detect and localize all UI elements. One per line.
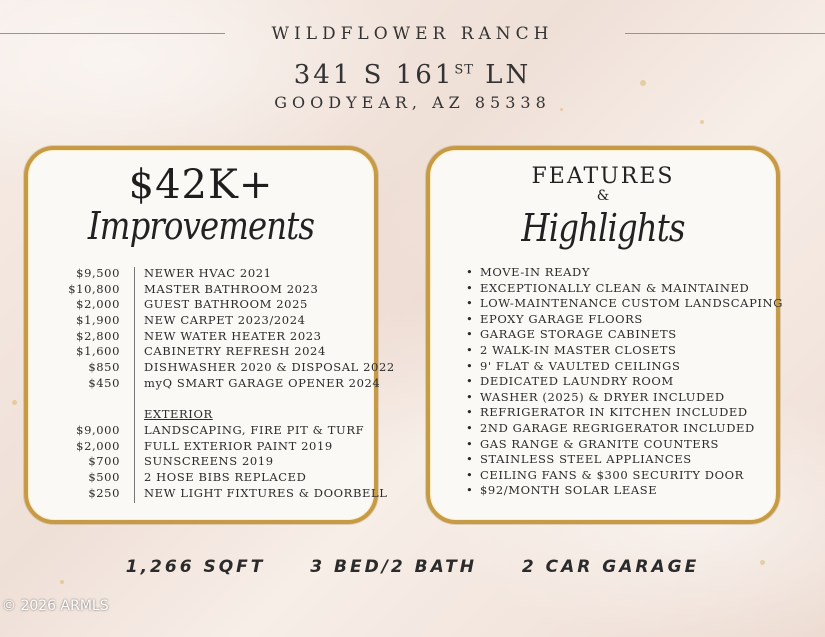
list-item [466, 343, 783, 359]
list-item [466, 468, 783, 484]
copyright-watermark: © 2026 ARMLS [2, 598, 109, 614]
features-list [466, 265, 783, 499]
item-description: myQ SMART GARAGE OPENER 2024 [144, 375, 381, 390]
list-item [466, 405, 783, 421]
item-amount: $1,600 [76, 344, 120, 359]
city-line: GOODYEAR, AZ 85338 [274, 93, 551, 112]
bullet-icon: • [466, 358, 474, 373]
street-address [0, 60, 825, 90]
item-description: NEW LIGHT FIXTURES & DOORBELL [144, 485, 388, 500]
item-amount: $250 [88, 485, 120, 500]
feature-text: GAS RANGE & GRANITE COUNTERS [480, 436, 720, 451]
list-item [28, 329, 374, 345]
copyright-text: 2026 ARMLS [20, 598, 109, 614]
highlights-script-title: Highlights [521, 206, 685, 250]
feature-text: LOW-MAINTENANCE CUSTOM LANDSCAPING [480, 296, 783, 311]
improvements-script-title: Improvements [87, 204, 315, 248]
item-description: FULL EXTERIOR PAINT 2019 [144, 438, 333, 453]
feature-text: MOVE-IN READY [480, 265, 591, 279]
list-item [28, 297, 374, 313]
item-description: GUEST BATHROOM 2025 [144, 297, 308, 312]
list-item [28, 266, 374, 282]
list-item [466, 421, 783, 437]
bullet-icon: • [466, 467, 474, 482]
item-amount: $2,000 [76, 438, 120, 453]
item-description: NEWER HVAC 2021 [144, 266, 272, 280]
item-amount: $10,800 [68, 281, 120, 296]
improvements-total: $42K+ [128, 162, 274, 208]
item-amount: $1,900 [76, 313, 120, 328]
bullet-icon: • [466, 436, 474, 451]
list-item [28, 439, 374, 455]
feature-text: 9' FLAT & VAULTED CEILINGS [480, 358, 681, 373]
improvements-card [24, 146, 395, 524]
list-item [28, 454, 374, 470]
item-description: CABINETRY REFRESH 2024 [144, 344, 326, 359]
community-name: WILDFLOWER RANCH [271, 24, 554, 44]
item-amount: $2,000 [76, 297, 120, 312]
item-description: SUNSCREENS 2019 [144, 454, 274, 469]
bed-bath-stat: 3 BED/2 BATH [310, 557, 477, 577]
feature-text: CEILING FANS & $300 SECURITY DOOR [480, 467, 744, 482]
list-item [466, 374, 783, 390]
item-amount: $9,000 [76, 422, 120, 437]
list-item [466, 312, 783, 328]
exterior-heading: EXTERIOR [144, 407, 213, 422]
features-card [426, 146, 783, 524]
list-item [466, 437, 783, 453]
bullet-icon: • [466, 342, 474, 357]
item-amount: $2,800 [76, 328, 120, 343]
feature-text: 2 WALK-IN MASTER CLOSETS [480, 342, 677, 357]
spacer [28, 392, 374, 408]
bullet-icon: • [466, 265, 474, 279]
gold-fleck [60, 580, 64, 584]
list-item [466, 359, 783, 375]
item-amount: $700 [88, 454, 120, 469]
list-item [466, 452, 783, 468]
feature-text: EPOXY GARAGE FLOORS [480, 311, 643, 326]
feature-text: DEDICATED LAUNDRY ROOM [480, 374, 674, 389]
exterior-heading-row [28, 407, 374, 423]
bullet-icon: • [466, 452, 474, 467]
feature-text: GARAGE STORAGE CABINETS [480, 327, 677, 342]
item-description: DISHWASHER 2020 & DISPOSAL 2022 [144, 360, 395, 375]
bullet-icon: • [466, 280, 474, 295]
item-description: MASTER BATHROOM 2023 [144, 281, 319, 296]
list-item [28, 375, 381, 392]
bullet-icon: • [466, 483, 474, 498]
bullet-icon: • [466, 405, 474, 420]
list-item [28, 344, 374, 360]
item-description: 2 HOSE BIBS REPLACED [144, 469, 307, 484]
item-amount: $9,500 [76, 266, 120, 280]
address-street: LN [485, 60, 532, 90]
bullet-icon: • [466, 327, 474, 342]
item-amount: $450 [88, 375, 120, 390]
item-description: LANDSCAPING, FIRE PIT & TURF [144, 422, 365, 437]
list-item [466, 483, 783, 499]
bullet-icon: • [466, 296, 474, 311]
list-item [466, 327, 783, 343]
list-item [466, 281, 783, 297]
address-number: 341 S 161 [293, 60, 455, 90]
item-description: NEW CARPET 2023/2024 [144, 313, 306, 328]
bullet-icon: • [466, 311, 474, 326]
feature-text: REFRIGERATOR IN KITCHEN INCLUDED [480, 405, 748, 420]
list-item [28, 313, 374, 329]
sqft-stat: 1,266 SQFT [125, 557, 266, 577]
feature-text: WASHER (2025) & DRYER INCLUDED [480, 389, 725, 404]
bullet-icon: • [466, 420, 474, 435]
item-amount: $850 [88, 360, 120, 375]
feature-text: EXCEPTIONALLY CLEAN & MAINTAINED [480, 280, 750, 295]
bullet-icon: • [466, 374, 474, 389]
item-amount: $500 [88, 469, 120, 484]
list-item [28, 470, 374, 486]
property-stats [0, 557, 825, 577]
list-item [28, 360, 395, 376]
feature-text: 2ND GARAGE REGRIGERATOR INCLUDED [480, 420, 755, 435]
garage-stat: 2 CAR GARAGE [521, 557, 700, 577]
features-title: FEATURES [531, 164, 675, 189]
item-description: NEW WATER HEATER 2023 [144, 328, 322, 343]
list-item [28, 485, 388, 502]
bullet-icon: • [466, 389, 474, 404]
address-suffix: ST [454, 62, 474, 78]
list-item [466, 390, 783, 406]
list-item [466, 296, 783, 312]
ampersand: & [596, 188, 610, 204]
list-item [28, 282, 374, 298]
improvements-list [28, 266, 395, 501]
feature-text: STAINLESS STEEL APPLIANCES [480, 452, 692, 467]
feature-text: $92/MONTH SOLAR LEASE [480, 483, 658, 498]
gold-fleck [700, 120, 704, 124]
gold-fleck [12, 400, 17, 405]
list-item [28, 423, 374, 439]
list-item [466, 265, 783, 281]
